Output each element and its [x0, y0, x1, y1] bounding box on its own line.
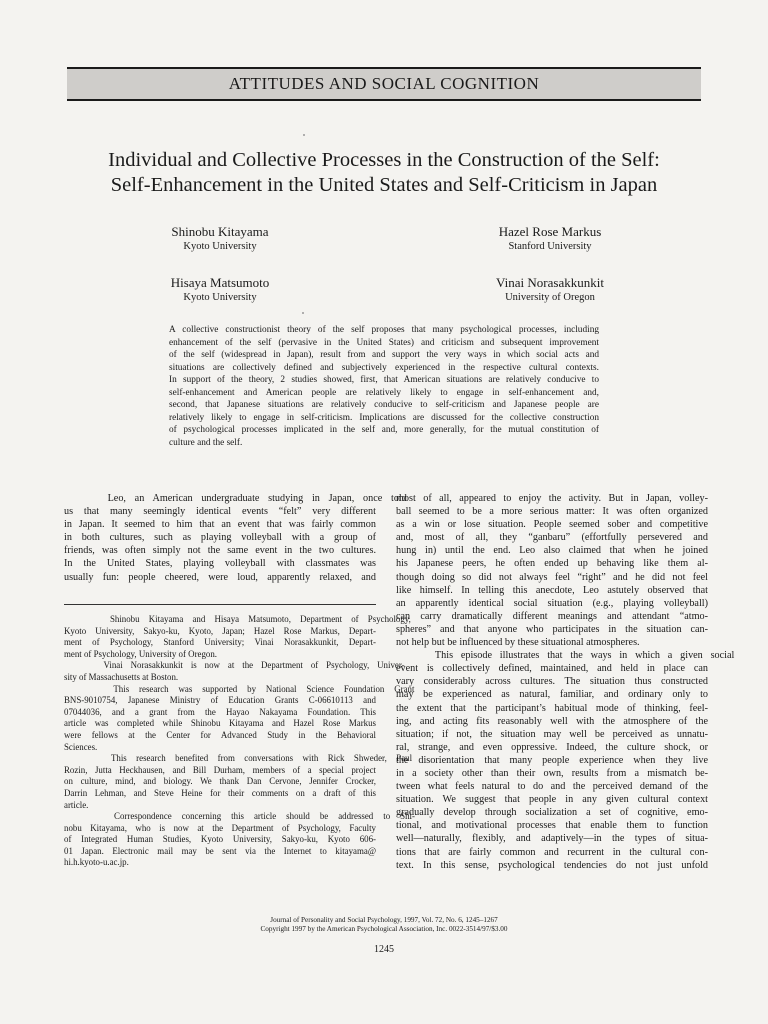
body-text-line: an apparently identical social situation (e.g., playing volleyball): [396, 597, 708, 609]
title-line: Individual and Collective Processes in the Construction of the Self:: [108, 149, 660, 171]
page-number: 1245: [374, 944, 394, 955]
journal-citation: [200, 916, 568, 934]
body-text-line: may be experienced as natural, familiar, and ordinary only to: [396, 689, 708, 701]
footnote-line: Rozin, Jutta Heckhausen, and Bill Durham, members of a special project: [64, 764, 376, 775]
author-block: [160, 275, 280, 304]
abstract-line: enhancement of the self (pervasive in the United States) and criticism and subsequent improvement: [169, 337, 599, 348]
body-text-line: Leo, an American undergraduate studying in Japan, once told: [64, 493, 407, 504]
body-text-line: the extent that the participant’s habitual mode of thinking, feel-: [396, 702, 708, 714]
abstract-line: culture and the self.: [169, 437, 243, 448]
footnote-line: of Integrated Human Studies, Kyoto University, Sakyo-ku, Kyoto 606-: [64, 834, 376, 845]
footnote-line: ment of Psychology, Stanford University; Vinai Norasakkunkit, Depart-: [64, 637, 376, 648]
body-text-line: situation. We suggest that people in any given cultural context: [396, 794, 708, 806]
footnote-line: Kyoto University, Sakyo-ku, Kyoto, Japan; Hazel Rose Markus, Depart-: [64, 625, 376, 636]
footnote-line: Darrin Lehman, and Steve Heine for their comments on a draft of this: [64, 787, 376, 798]
body-text-line: This episode illustrates that the ways in which a given social: [396, 650, 735, 662]
abstract-line: of the self (widespread in Japan), result from and support the very ways in which social acts and: [169, 350, 599, 360]
journal-citation-line: Journal of Personality and Social Psychology, 1997, Vol. 72, No. 6, 1245–1267: [270, 916, 498, 924]
footnote-line: BNS-9010754, Japanese Ministry of Education Grants C-06610113 and: [64, 695, 376, 706]
body-text-line: In the United States, playing volleyball with classmates was: [64, 558, 376, 570]
footnote-line: article was completed while Shinobu Kitayama and Hazel Rose Markus: [64, 718, 376, 729]
abstract-line: In support of the theory, 2 studies showed, first, that American situations are relatively conducive to: [169, 375, 599, 385]
abstract-line: second, that Japanese situations are relatively conducive to self-criticism and Japanese people are: [169, 400, 599, 410]
author-name: Vinai Norasakkunkit: [496, 275, 604, 290]
body-text-line: in Japan. It seemed to him that an event that was fairly common: [64, 519, 376, 531]
footnote-line: This research was supported by National Science Foundation Grant: [64, 683, 415, 694]
author-name: Hisaya Matsumoto: [170, 275, 270, 290]
footnote-line: article.: [64, 799, 89, 810]
title-line: Self-Enhancement in the United States and Self-Criticism in Japan: [110, 174, 658, 196]
copyright-line: Copyright 1997 by the American Psychological Association, Inc. 0022-3514/97/$3.00: [260, 925, 508, 933]
body-text-line: vary considerably across cultures. The situation thus constructed: [396, 676, 708, 688]
print-speck: [302, 312, 304, 314]
body-text-line: as a win or lose situation. People seemed sober and competitive: [396, 519, 708, 531]
section-banner: [67, 67, 701, 101]
body-text-line: and, most of all, they “ganbaru” (effortfully persevered and: [396, 532, 708, 544]
footnote-line: Sciences.: [64, 741, 98, 752]
footnote-line: 07044036, and a grant from the Hayao Nakayama Foundation. This: [64, 706, 376, 717]
body-text-line: in both cultures, such as playing volleyball with a group of: [64, 532, 376, 544]
body-text-line: ing, and acting fits reasonably well with the atmosphere of the: [396, 715, 708, 727]
abstract-line: self-enhancement and American people are relatively likely to engage in self-enhancement and,: [169, 387, 599, 398]
author-affiliation: Kyoto University: [183, 241, 257, 252]
body-text-line: usually fun: people cheered, were loud, apparently relaxed, and: [64, 571, 376, 583]
body-text-line: tional, and motivational processes that enable them to function: [396, 820, 708, 832]
author-affiliation: University of Oregon: [505, 292, 595, 303]
section-banner-label: ATTITUDES AND SOCIAL COGNITION: [228, 74, 540, 93]
body-text-line: his Japanese peers, he often ended up behaving like them al-: [396, 558, 708, 570]
footnote-line: hi.h.kyoto-u.ac.jp.: [64, 857, 129, 868]
footnote-line: 01 Japan. Electronic mail may be sent via the Internet to kitayama@: [64, 845, 376, 856]
body-text-line: tween what feels natural to do and the perceived demand of the: [396, 781, 708, 793]
body-text-line: event is collectively defined, maintained, and held in place can: [396, 663, 708, 675]
body-text-line: though doing so did not always feel “right” and he did not feel: [396, 571, 708, 583]
body-text-line: ral, strange, and even oppressive. Indeed, the culture shock, or: [396, 741, 708, 753]
author-affiliation: Kyoto University: [183, 292, 257, 303]
author-footnotes: [64, 614, 415, 869]
body-text-line: friends, was often simply not the same event in the two cultures.: [64, 545, 376, 557]
footnote-divider: [64, 604, 376, 605]
footnote-line: Correspondence concerning this article should be addressed to Shi-: [64, 811, 415, 822]
footnote-line: ment of Psychology, University of Oregon.: [64, 648, 217, 659]
author-block: [160, 224, 280, 253]
body-column-left: [64, 492, 407, 584]
print-speck: [303, 134, 305, 136]
author-block: [475, 275, 625, 304]
body-text-line: the disorientation that many people experience when they live: [396, 754, 708, 766]
abstract-line: A collective constructionist theory of the self proposes that many psychological processes, including: [169, 325, 599, 335]
body-text-line: ball seemed to be a more serious matter: It was often organized: [396, 506, 708, 518]
footnote-line: This research benefited from conversations with Rick Shweder, Paul: [64, 753, 413, 764]
body-text-line: hung in) until the end. Leo also claimed that when he joined: [396, 545, 708, 557]
body-text-line: most of all, appeared to enjoy the activity. But in Japan, volley-: [396, 493, 708, 504]
body-column-right: [396, 492, 735, 872]
author-name: Hazel Rose Markus: [498, 224, 602, 239]
body-text-line: situation; if not, the situation may well be perceived as unnatu-: [396, 728, 708, 740]
body-text-line: text. In this sense, psychological tendencies do not just unfold: [396, 859, 708, 871]
body-text-line: not help but be influenced by these situational atmospheres.: [396, 637, 640, 649]
author-affiliation: Stanford University: [508, 241, 592, 252]
body-text-line: gradually develop through socialization a set of cognitive, emo-: [396, 807, 708, 819]
abstract-line: relatively likely to engage in self-criticism. Implications are discussed for the collective construction: [169, 412, 599, 423]
footnote-line: sity of Massachusetts at Boston.: [64, 671, 179, 682]
body-text-line: in a society other than their own, results from a mismatch be-: [396, 767, 708, 779]
body-text-line: spheres” and that anyone who participates in the situation can-: [396, 623, 708, 635]
footnote-line: Vinai Norasakkunkit is now at the Department of Psychology, Univer-: [64, 660, 405, 671]
footnote-line: nobu Kitayama, who is now at the Department of Psychology, Faculty: [64, 822, 376, 833]
abstract: [169, 324, 599, 449]
body-text-line: like himself. In telling this anecdote, Leo astutely observed that: [396, 584, 708, 596]
abstract-line: situations are collectively defined and subjectively experienced in the respective cultural contexts.: [169, 362, 599, 373]
body-text-line: well—naturally, flexibly, and adaptively—in the types of situa-: [396, 833, 708, 845]
footnote-line: Shinobu Kitayama and Hisaya Matsumoto, Department of Psychology,: [64, 614, 411, 624]
footnote-line: were fellows at the Center for Advanced Study in the Behavioral: [64, 729, 376, 740]
abstract-line: of psychological processes implicated in the self and, more generally, for the mutual constitution of: [169, 425, 599, 435]
footnote-line: on culture, mind, and biology. We thank Dan Cervone, Jennifer Crocker,: [64, 776, 376, 787]
author-name: Shinobu Kitayama: [171, 224, 269, 239]
author-block: [475, 224, 625, 253]
body-text-line: can carry dramatically different meanings and attendant “atmo-: [396, 610, 708, 622]
body-text-line: us that many seemingly identical events “felt” very different: [64, 506, 376, 518]
body-text-line: tions that are fairly common and recurrent in the cultural con-: [396, 846, 708, 858]
article-title: [67, 148, 701, 198]
